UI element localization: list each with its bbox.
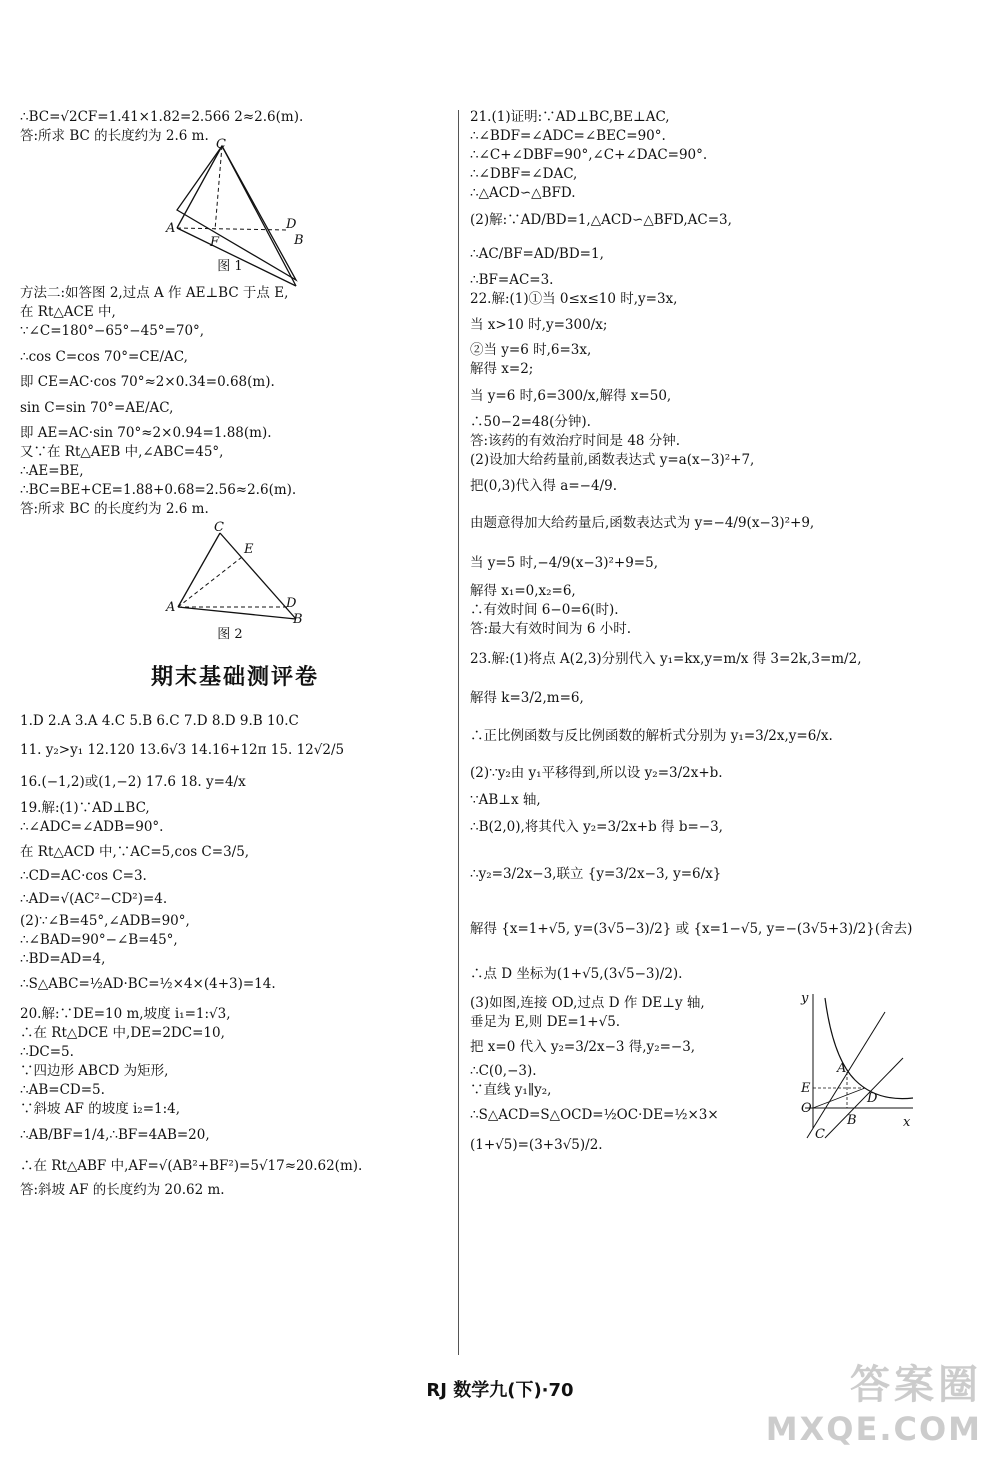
q23-line: ∴B(2,0),将其代入 y₂=3/2x+b 得 b=−3,	[470, 819, 723, 835]
section-title: 期末基础测评卷	[150, 665, 319, 690]
text-line: 即 AE=AC·sin 70°≈2×0.94=1.88(m).	[20, 425, 272, 441]
q21-line: ∴∠DBF=∠DAC,	[470, 166, 578, 182]
q23-line: ∴点 D 坐标为(1+√5,(3√5−3)/2).	[470, 966, 683, 982]
q20-line: ∴在 Rt△DCE 中,DE=2DC=10,	[20, 1025, 225, 1041]
q23-line: 解得 {x=1+√5, y=(3√5−3)/2} 或 {x=1−√5, y=−(3√5+3)/2}(舍去)	[470, 921, 913, 937]
q22-line: 22.解:(1)①当 0≤x≤10 时,y=3x,	[470, 291, 678, 307]
q19-line: (2)∵∠B=45°,∠ADB=90°,	[20, 913, 190, 929]
q22-line: ∴50−2=48(分钟).	[470, 414, 591, 430]
watermark	[766, 1353, 982, 1448]
figure-2-diagram	[20, 519, 450, 629]
text-line: 又∵在 Rt△AEB 中,∠ABC=45°,	[20, 444, 224, 460]
answer-line: 16.(−1,2)或(1,−2) 17.6 18. y=4/x	[20, 774, 246, 790]
right-column	[470, 108, 985, 1160]
q21-line: 21.(1)证明:∵AD⊥BC,BE⊥AC,	[470, 109, 670, 125]
point-B-label: B	[847, 1113, 857, 1128]
text-line: 答:所求 BC 的长度约为 2.6 m.	[20, 128, 209, 144]
figure-2	[20, 519, 450, 629]
q19-line: ∴∠ADC=∠ADB=90°.	[20, 819, 164, 835]
q22-line: 当 y=5 时,−4/9(x−3)²+9=5,	[470, 555, 658, 571]
q22-line: 解得 x=2;	[470, 361, 534, 377]
text-line: 方法二:如答图 2,过点 A 作 AE⊥BC 于点 E,	[20, 285, 289, 301]
label-B: B	[293, 612, 303, 627]
label-D: D	[286, 596, 297, 611]
axis-y-label: y	[801, 991, 809, 1006]
q20-line: 答:斜坡 AF 的长度约为 20.62 m.	[20, 1182, 225, 1198]
answer-line: 11. y₂>y₁ 12.120 13.6√3 14.16+12π 15. 12√2/5	[20, 742, 345, 758]
text-line: ∴BC=BE+CE=1.88+0.68=2.56≈2.6(m).	[20, 482, 297, 498]
q19-line: ∴CD=AC·cos C=3.	[20, 868, 147, 884]
function-graph	[785, 988, 915, 1142]
q19-line: ∴S△ABC=½AD·BC=½×4×(4+3)=14.	[20, 976, 276, 992]
q22-line: 当 x>10 时,y=300/x;	[470, 317, 608, 333]
q22-line: 答:最大有效时间为 6 小时.	[470, 621, 632, 637]
point-E-label: E	[801, 1081, 811, 1096]
label-D: D	[286, 217, 297, 232]
q20-line: ∴DC=5.	[20, 1044, 74, 1060]
q23-line: 23.解:(1)将点 A(2,3)分别代入 y₁=kx,y=m/x 得 3=2k,3=m/2,	[470, 651, 862, 667]
q22-line: 当 y=6 时,6=300/x,解得 x=50,	[470, 388, 672, 404]
q23-line: ∵直线 y₁∥y₂,	[470, 1082, 552, 1098]
answer-line: 1.D 2.A 3.A 4.C 5.B 6.C 7.D 8.D 9.B 10.C	[20, 713, 299, 729]
q23-line: ∴S△ACD=S△OCD=½OC·DE=½×3×	[470, 1107, 719, 1123]
q22-line: 解得 x₁=0,x₂=6,	[470, 583, 576, 599]
text-line: ∴BC=√2CF=1.41×1.82=2.566 2≈2.6(m).	[20, 109, 304, 125]
q21-line: ∴AC/BF=AD/BD=1,	[470, 246, 604, 262]
q21-line: ∴∠BDF=∠ADC=∠BEC=90°.	[470, 128, 666, 144]
q23-line: (2)∵y₂由 y₁平移得到,所以设 y₂=3/2x+b.	[470, 765, 723, 781]
q22-line: 由题意得加大给药量后,函数表达式为 y=−4/9(x−3)²+9,	[470, 515, 815, 531]
q20-line: ∴AB=CD=5.	[20, 1082, 105, 1098]
q23-part3	[470, 991, 985, 1160]
point-O-label: O	[801, 1101, 812, 1116]
text-line: 答:所求 BC 的长度约为 2.6 m.	[20, 501, 209, 517]
q21-line: ∴△ACD∽△BFD.	[470, 185, 576, 201]
label-F: F	[210, 235, 220, 250]
label-C: C	[214, 520, 224, 535]
q23-line: ∵AB⊥x 轴,	[470, 792, 541, 808]
label-A: A	[166, 600, 176, 615]
text-line: ∴cos C=cos 70°=CE/AC,	[20, 349, 188, 365]
q22-line: (2)设加大给药量前,函数表达式 y=a(x−3)²+7,	[470, 452, 755, 468]
label-C: C	[216, 137, 226, 152]
q20-line: ∵四边形 ABCD 为矩形,	[20, 1063, 169, 1079]
label-B: B	[294, 233, 304, 248]
figure-1-caption: 图 1	[217, 259, 243, 274]
q19-line: 在 Rt△ACD 中,∵AC=5,cos C=3/5,	[20, 844, 250, 860]
q20-line: ∴AB/BF=1/4,∴BF=4AB=20,	[20, 1127, 210, 1143]
text-line: ∵∠C=180°−65°−45°=70°,	[20, 323, 205, 339]
point-C-label: C	[815, 1127, 825, 1142]
label-E: E	[244, 542, 254, 557]
watermark-line1: 答案圈	[850, 1362, 982, 1408]
axis-x-label: x	[903, 1115, 911, 1130]
q23-line: (1+√5)=(3+3√5)/2.	[470, 1137, 603, 1153]
q23-line: 把 x=0 代入 y₂=3/2x−3 得,y₂=−3,	[470, 1039, 696, 1055]
left-column	[20, 108, 450, 1200]
q19-line: ∴∠BAD=90°−∠B=45°,	[20, 932, 178, 948]
column-divider	[458, 110, 459, 1355]
q22-line: ∴有效时间 6−0=6(时).	[470, 602, 619, 618]
q23-line: ∴C(0,−3).	[470, 1063, 537, 1079]
q21-line: (2)解:∵AD/BD=1,△ACD∽△BFD,AC=3,	[470, 212, 732, 228]
q23-line: ∴正比例函数与反比例函数的解析式分别为 y₁=3/2x,y=6/x.	[470, 728, 833, 744]
text-line: 在 Rt△ACE 中,	[20, 304, 116, 320]
q23-line: 垂足为 E,则 DE=1+√5.	[470, 1014, 621, 1030]
label-A: A	[166, 221, 176, 236]
point-D-label: D	[867, 1091, 878, 1106]
watermark-line2: MXQE.COM	[765, 1410, 982, 1448]
page-footer: RJ 数学九(下)·70	[426, 1380, 574, 1401]
q23-line: ∴y₂=3/2x−3,联立 {y=3/2x−3, y=6/x}	[470, 866, 722, 882]
q19-line: ∴BD=AD=4,	[20, 951, 106, 967]
q21-line: ∴BF=AC=3.	[470, 272, 554, 288]
figure-2-caption: 图 2	[217, 627, 243, 642]
figure-1	[20, 137, 450, 281]
q19-line: ∴AD=√(AC²−CD²)=4.	[20, 891, 168, 907]
q20-line: ∵斜坡 AF 的坡度 i₂=1:4,	[20, 1101, 181, 1117]
q23-line: 解得 k=3/2,m=6,	[470, 690, 584, 706]
q20-line: ∴在 Rt△ABF 中,AF=√(AB²+BF²)=5√17≈20.62(m).	[20, 1158, 363, 1174]
figure-1-diagram	[20, 137, 450, 281]
q22-line: 把(0,3)代入得 a=−4/9.	[470, 478, 617, 494]
q22-line: 答:该药的有效治疗时间是 48 分钟.	[470, 433, 681, 449]
text-line: sin C=sin 70°=AE/AC,	[20, 400, 174, 416]
text-line: ∴AE=BE,	[20, 463, 84, 479]
q23-line: (3)如图,连接 OD,过点 D 作 DE⊥y 轴,	[470, 995, 705, 1011]
q19-line: 19.解:(1)∵AD⊥BC,	[20, 800, 150, 816]
q22-line: ②当 y=6 时,6=3x,	[470, 342, 592, 358]
point-A-label: A	[837, 1061, 847, 1076]
text-line: 即 CE=AC·cos 70°≈2×0.34=0.68(m).	[20, 374, 275, 390]
q21-line: ∴∠C+∠DBF=90°,∠C+∠DAC=90°.	[470, 147, 708, 163]
q20-line: 20.解:∵DE=10 m,坡度 i₁=1:√3,	[20, 1006, 231, 1022]
